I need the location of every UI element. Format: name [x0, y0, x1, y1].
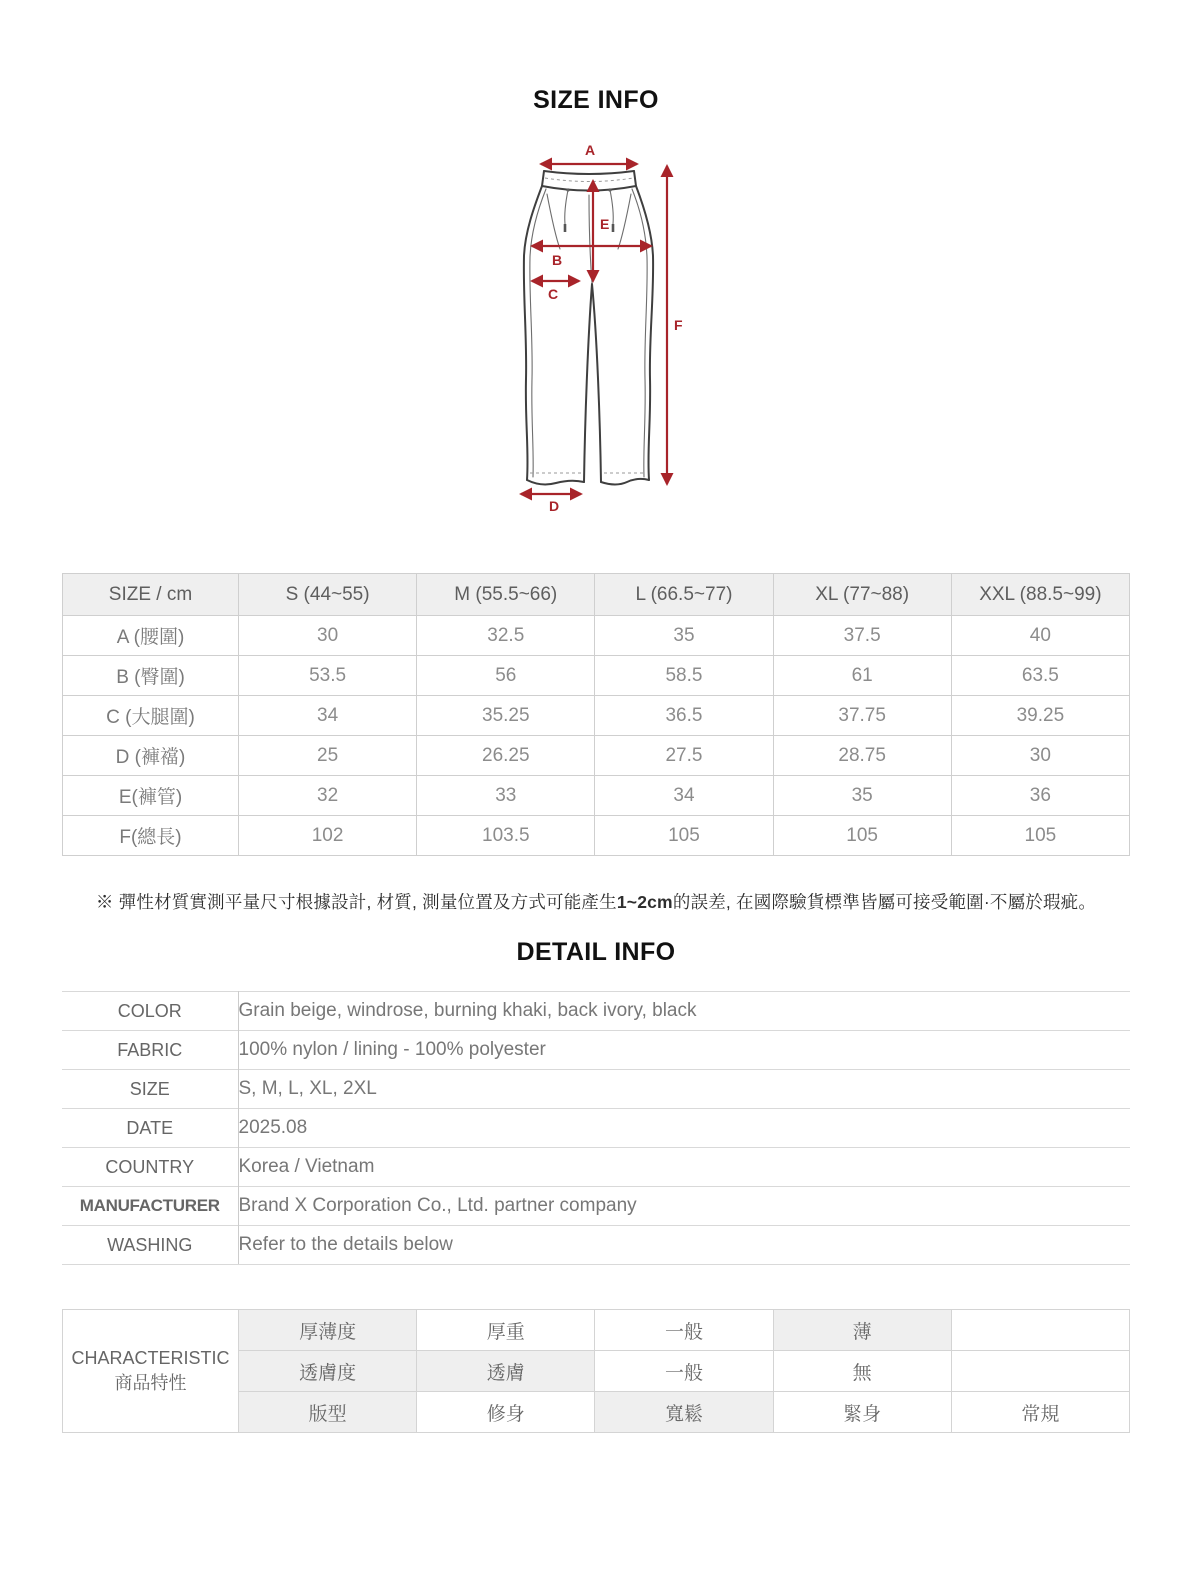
measure-value: 36 — [951, 776, 1129, 816]
measure-value: 28.75 — [773, 736, 951, 776]
label-c: C — [548, 286, 559, 302]
detail-value: Refer to the details below — [238, 1226, 1130, 1265]
characteristic-option: 薄 — [773, 1310, 951, 1351]
characteristic-option: 一般 — [595, 1351, 773, 1392]
characteristic-option — [951, 1351, 1129, 1392]
measure-label: A (腰圍) — [63, 616, 239, 656]
size-table-header-row — [63, 574, 1130, 616]
characteristic-category: 透膚度 — [239, 1351, 417, 1392]
detail-row — [62, 1109, 1130, 1148]
characteristic-row — [63, 1310, 1130, 1351]
measure-value: 103.5 — [417, 816, 595, 856]
measure-value: 39.25 — [951, 696, 1129, 736]
label-a: A — [585, 142, 596, 158]
measure-value: 105 — [951, 816, 1129, 856]
measure-value: 35 — [595, 616, 773, 656]
measure-value: 63.5 — [951, 656, 1129, 696]
detail-value: 100% nylon / lining - 100% polyester — [238, 1031, 1130, 1070]
size-info-title: SIZE INFO — [533, 86, 659, 114]
detail-value: S, M, L, XL, 2XL — [238, 1070, 1130, 1109]
characteristic-option: 透膚 — [417, 1351, 595, 1392]
size-table-row — [63, 776, 1130, 816]
detail-info-table — [62, 991, 1130, 1265]
content-column — [62, 86, 1130, 1433]
measure-value: 35 — [773, 776, 951, 816]
measure-label: F(總長) — [63, 816, 239, 856]
measure-label: E(褲管) — [63, 776, 239, 816]
measure-value: 40 — [951, 616, 1129, 656]
detail-value: 2025.08 — [238, 1109, 1130, 1148]
detail-value: Brand X Corporation Co., Ltd. partner company — [238, 1187, 1130, 1226]
measure-value: 102 — [239, 816, 417, 856]
detail-label: WASHING — [62, 1226, 238, 1265]
characteristic-table — [62, 1309, 1130, 1433]
measure-label: D (褲襠) — [63, 736, 239, 776]
measurement-arrows — [521, 142, 683, 514]
measure-value: 26.25 — [417, 736, 595, 776]
note-tolerance-value: 1~2cm — [616, 892, 673, 912]
characteristic-option: 無 — [773, 1351, 951, 1392]
size-table-row — [63, 696, 1130, 736]
characteristic-header-cell — [63, 1310, 239, 1433]
size-table-col-header: M (55.5~66) — [417, 574, 595, 616]
measure-value: 105 — [595, 816, 773, 856]
size-table-col-header: L (66.5~77) — [595, 574, 773, 616]
measure-value: 35.25 — [417, 696, 595, 736]
detail-label: SIZE — [62, 1070, 238, 1109]
detail-label: FABRIC — [62, 1031, 238, 1070]
size-table-corner-header: SIZE / cm — [63, 574, 239, 616]
measure-value: 33 — [417, 776, 595, 816]
detail-label: COLOR — [62, 992, 238, 1031]
label-e: E — [600, 216, 610, 232]
characteristic-option: 厚重 — [417, 1310, 595, 1351]
detail-row — [62, 1031, 1130, 1070]
measure-value: 30 — [951, 736, 1129, 776]
measure-value: 58.5 — [595, 656, 773, 696]
measure-value: 32 — [239, 776, 417, 816]
detail-row — [62, 1070, 1130, 1109]
pants-outline-icon — [524, 171, 653, 485]
detail-value: Grain beige, windrose, burning khaki, back ivory, black — [238, 992, 1130, 1031]
detail-info-title: DETAIL INFO — [516, 938, 676, 966]
measure-value: 105 — [773, 816, 951, 856]
characteristic-category: 厚薄度 — [239, 1310, 417, 1351]
characteristic-option: 緊身 — [773, 1392, 951, 1433]
measure-value: 30 — [239, 616, 417, 656]
size-table — [62, 573, 1130, 856]
label-f: F — [674, 317, 683, 333]
pants-measurement-diagram — [62, 137, 1130, 515]
size-table-col-header: XL (77~88) — [773, 574, 951, 616]
detail-row — [62, 1187, 1130, 1226]
size-table-row — [63, 736, 1130, 776]
note-suffix: 的誤差, 在國際驗貨標準皆屬可接受範圍·不屬於瑕疵。 — [672, 892, 1097, 912]
detail-row — [62, 1148, 1130, 1187]
detail-label: DATE — [62, 1109, 238, 1148]
measure-value: 27.5 — [595, 736, 773, 776]
detail-row — [62, 992, 1130, 1031]
detail-row — [62, 1226, 1130, 1265]
measure-label: B (臀圍) — [63, 656, 239, 696]
measurement-tolerance-note — [62, 889, 1130, 914]
measure-value: 32.5 — [417, 616, 595, 656]
detail-label: COUNTRY — [62, 1148, 238, 1187]
label-b: B — [552, 252, 563, 268]
note-prefix: ※ 彈性材質實測平量尺寸根據設計, 材質, 測量位置及方式可能產生 — [95, 892, 617, 912]
label-d: D — [549, 498, 560, 514]
measure-value: 61 — [773, 656, 951, 696]
characteristic-option — [951, 1310, 1129, 1351]
size-table-col-header: XXL (88.5~99) — [951, 574, 1129, 616]
measure-value: 36.5 — [595, 696, 773, 736]
size-table-row — [63, 616, 1130, 656]
size-info-page — [0, 86, 1200, 1433]
characteristic-subtitle: 商品特性 — [114, 1373, 187, 1393]
measure-value: 34 — [239, 696, 417, 736]
measure-value: 37.5 — [773, 616, 951, 656]
measure-value: 34 — [595, 776, 773, 816]
measure-value: 37.75 — [773, 696, 951, 736]
characteristic-option: 寬鬆 — [595, 1392, 773, 1433]
size-table-row — [63, 816, 1130, 856]
pants-diagram-svg — [486, 137, 706, 515]
characteristic-category: 版型 — [239, 1392, 417, 1433]
detail-value: Korea / Vietnam — [238, 1148, 1130, 1187]
characteristic-title: CHARACTERISTIC — [71, 1347, 230, 1368]
characteristic-option: 一般 — [595, 1310, 773, 1351]
size-table-col-header: S (44~55) — [239, 574, 417, 616]
measure-value: 56 — [417, 656, 595, 696]
measure-value: 25 — [239, 736, 417, 776]
characteristic-option: 修身 — [417, 1392, 595, 1433]
measure-value: 53.5 — [239, 656, 417, 696]
characteristic-option: 常規 — [951, 1392, 1129, 1433]
detail-label: MANUFACTURER — [62, 1187, 238, 1226]
measure-label: C (大腿圍) — [63, 696, 239, 736]
size-table-row — [63, 656, 1130, 696]
